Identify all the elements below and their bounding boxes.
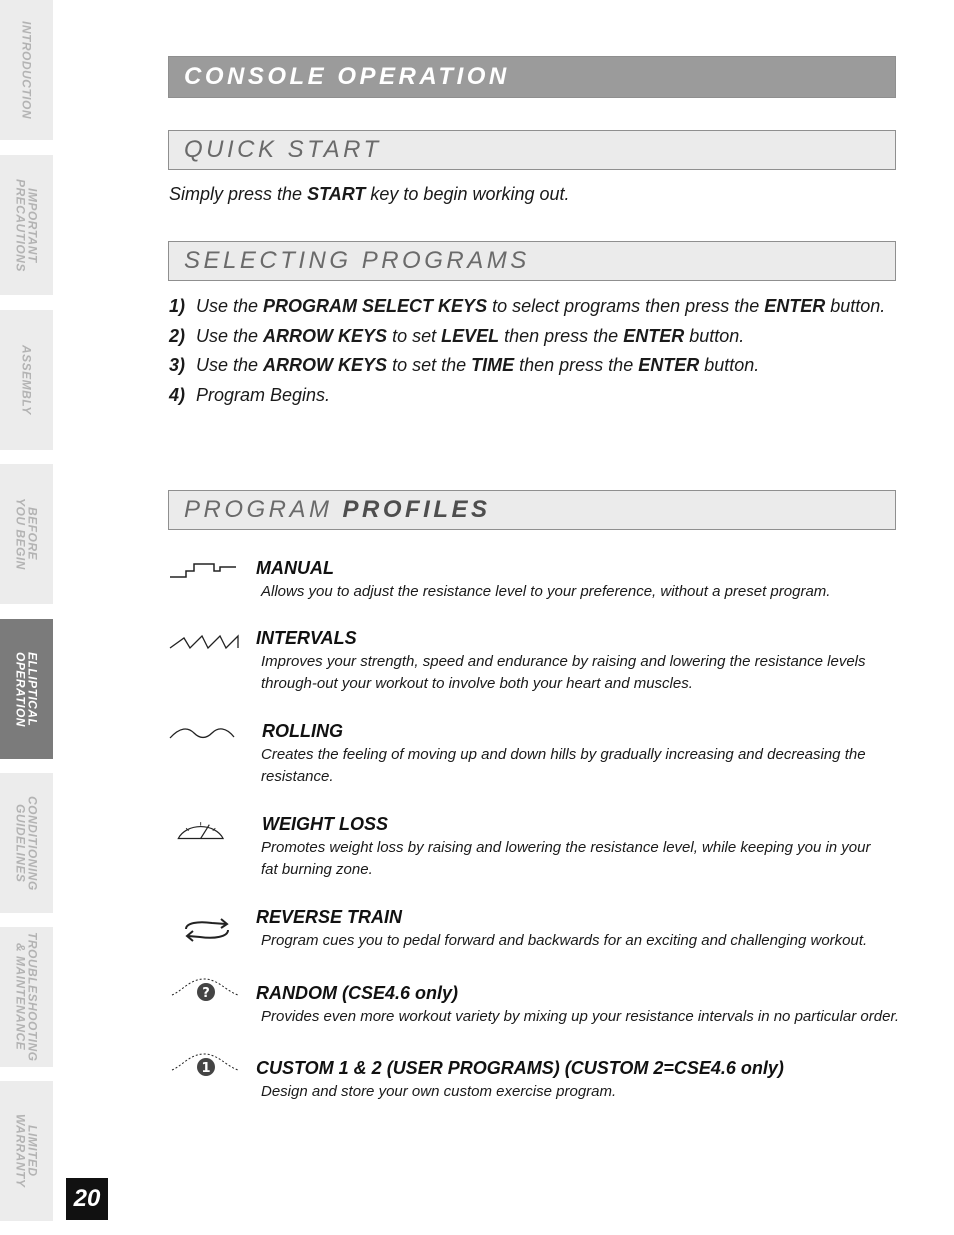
rolling-wave-icon	[168, 721, 240, 751]
program-profiles-header	[168, 490, 896, 530]
step-keyword: LEVEL	[441, 325, 500, 346]
quick-start-text-part: key to begin working out.	[365, 184, 570, 204]
section-title: CONSOLE OPERATION	[168, 56, 896, 98]
step-text-part: to select programs then press the	[487, 296, 765, 316]
random-badge: ?	[202, 986, 210, 1001]
step-number: 1)	[169, 296, 186, 316]
side-tab-label: CONDITIONING GUIDELINES	[13, 795, 40, 891]
step-text-part: to set	[387, 325, 442, 346]
step-keyword: TIME	[471, 355, 515, 375]
step-keyword: ENTER	[638, 355, 700, 375]
profile-title: MANUAL	[256, 558, 334, 578]
profile-title: WEIGHT LOSS	[262, 814, 388, 834]
profile-desc: Improves your strength, speed and endurance by raising and lowering the resistance levels through-out your workout to involve both your heart and muscles.	[261, 653, 866, 692]
step-text-part: button.	[684, 325, 745, 346]
side-tab-conditioning-guidelines[interactable]	[0, 773, 53, 913]
profile-desc: Provides even more workout variety by mixing up your resistance intervals in no particular order.	[261, 1008, 900, 1025]
step-text	[196, 355, 759, 385]
side-tab-important-precautions[interactable]	[0, 155, 53, 295]
step-text-part: button.	[699, 355, 760, 375]
step-keyword: ENTER	[764, 296, 826, 316]
side-tab-label: INTRODUCTION	[19, 21, 34, 119]
step-number: 4)	[169, 384, 186, 405]
step-text	[196, 385, 330, 415]
side-tab-introduction[interactable]	[0, 0, 53, 140]
step-text-part: then press the	[514, 355, 639, 375]
step-text-part: then press the	[499, 325, 624, 346]
side-tab-label: ELLIPTICAL OPERATION	[13, 651, 40, 727]
program-profiles-title-light: PROGRAM	[184, 496, 333, 523]
step-text-part: to set the	[387, 355, 472, 375]
step-text-part: Use the	[196, 325, 264, 346]
side-tab-label: TROUBLESHOOTING & MAINTENANCE	[13, 932, 40, 1062]
side-tab-label: ASSEMBLY	[19, 345, 34, 415]
step-keyword: ARROW KEYS	[263, 355, 388, 375]
profile-desc: Program cues you to pedal forward and backwards for an exciting and challenging workout.	[261, 932, 868, 949]
step-text	[196, 326, 744, 356]
side-tab-elliptical-operation[interactable]	[0, 619, 53, 759]
step-item	[169, 385, 885, 415]
quick-start-text	[169, 184, 570, 205]
side-tab-troubleshooting[interactable]	[0, 927, 53, 1067]
side-tab-label: BEFORE YOU BEGIN	[13, 498, 40, 570]
profile-title: RANDOM (CSE4.6 only)	[256, 983, 459, 1003]
profile-desc: Promotes weight loss by raising and lowering the resistance level, while keeping you in your fat burning zone.	[261, 839, 871, 878]
profile-desc: Allows you to adjust the resistance level to your preference, without a preset program.	[261, 583, 831, 600]
quick-start-text-part: Simply press the	[169, 184, 308, 204]
custom-user-icon	[168, 1050, 240, 1080]
gauge-icon	[174, 814, 236, 844]
step-text-part: Use the	[196, 355, 264, 375]
random-question-icon	[168, 975, 240, 1005]
side-tab-label: IMPORTANT PRECAUTIONS	[13, 178, 40, 272]
start-key-label: START	[307, 184, 366, 204]
quick-start-header: QUICK START	[168, 130, 896, 170]
step-text-part: Program Begins.	[196, 384, 331, 405]
step-keyword: ENTER	[623, 325, 685, 346]
step-item	[169, 296, 885, 326]
profile-title: CUSTOM 1 & 2 (USER PROGRAMS) (CUSTOM 2=CSE4.6 only)	[256, 1058, 784, 1078]
step-text-part: Use the	[196, 296, 264, 316]
profile-title: REVERSE TRAIN	[256, 907, 403, 927]
profile-title: ROLLING	[262, 721, 343, 741]
step-item	[169, 326, 885, 356]
selecting-programs-header: SELECTING PROGRAMS	[168, 241, 896, 281]
side-tab-limited-warranty[interactable]	[0, 1081, 53, 1221]
manual-step-icon	[168, 558, 240, 588]
profile-title: INTERVALS	[256, 628, 357, 648]
step-keyword: ARROW KEYS	[263, 325, 388, 346]
step-item	[169, 355, 885, 385]
step-text	[196, 296, 885, 326]
selecting-programs-steps	[169, 296, 885, 414]
step-keyword: PROGRAM SELECT KEYS	[263, 296, 488, 316]
reverse-arrows-icon	[168, 915, 240, 945]
side-tab-assembly[interactable]	[0, 310, 53, 450]
custom-badge: 1	[201, 1061, 211, 1076]
profile-desc: Design and store your own custom exercise program.	[261, 1083, 617, 1100]
profile-desc: Creates the feeling of moving up and down hills by gradually increasing and decreasing the resistance.	[261, 746, 866, 785]
side-tab-label: LIMITED WARRANTY	[13, 1114, 40, 1188]
step-number: 2)	[169, 325, 186, 346]
side-tab-before-you-begin[interactable]	[0, 464, 53, 604]
page-number: 20	[66, 1178, 108, 1220]
program-profiles-title-bold: PROFILES	[342, 496, 491, 523]
step-number: 3)	[169, 355, 186, 375]
step-text-part: button.	[825, 296, 886, 316]
intervals-sawtooth-icon	[168, 628, 240, 658]
